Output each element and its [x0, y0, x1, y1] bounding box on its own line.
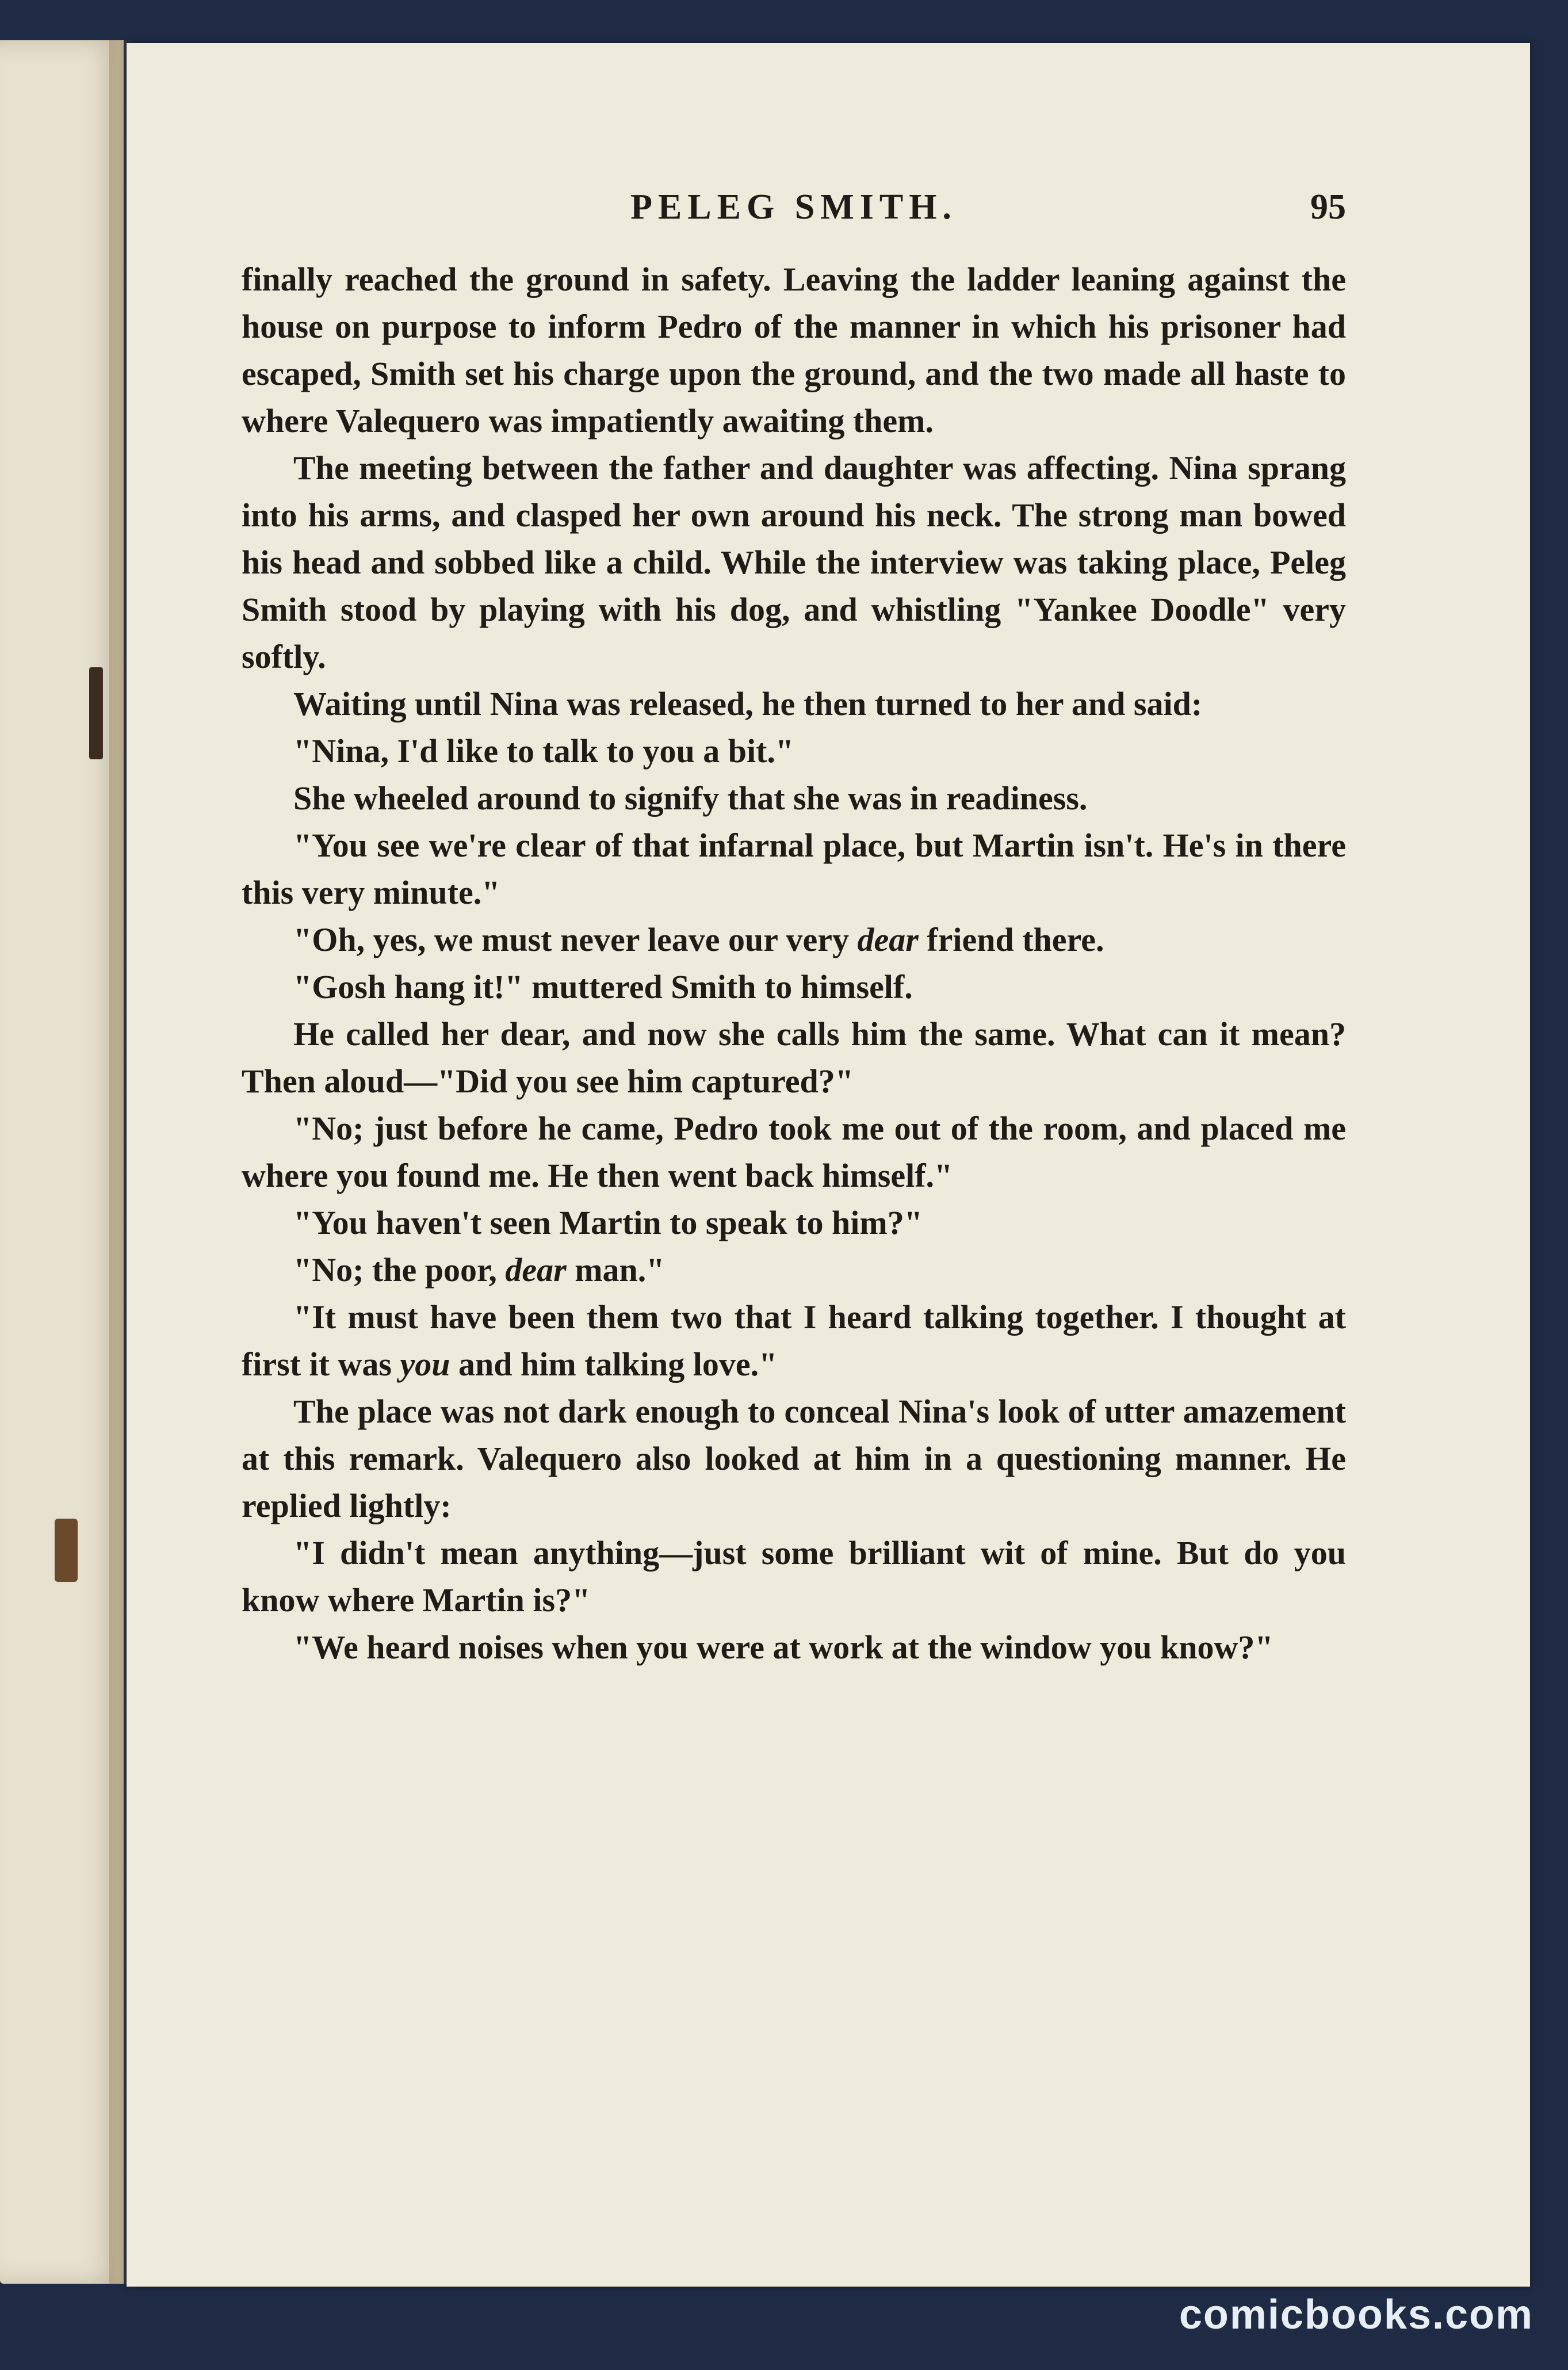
- paragraph: [242, 1247, 1346, 1294]
- paragraph: finally reached the ground in safety. Leaving the ladder leaning against the house on purpose to inform Pedro of the manner in which his prisoner had escaped, Smith set his charge upon the ground, and the two made all haste to where Valequero was impatiently awaiting them.: [242, 261, 1346, 439]
- page-edge-stain: [89, 667, 103, 759]
- left-page-edge: [0, 40, 124, 2284]
- text-run: "No; the poor,: [293, 1251, 506, 1289]
- emphasis: dear: [857, 921, 919, 958]
- paragraph: "Gosh hang it!" muttered Smith to himself.: [293, 968, 913, 1006]
- page-header: [242, 175, 1346, 256]
- paragraph: "No; just before he came, Pedro took me out of the room, and placed me where you found me. He then went back himself.": [242, 1110, 1346, 1194]
- paragraph: "We heard noises when you were at work at the window you know?": [293, 1629, 1273, 1666]
- emphasis: dear: [505, 1251, 567, 1289]
- watermark: comicbooks.com: [1179, 2292, 1533, 2338]
- paragraph: The meeting between the father and daughter was affecting. Nina sprang into his arms, and clasped her own around his neck. The strong man bowed his head and sobbed like a child. While the interview was taking place, Peleg Smith stood by playing with his dog, and whistling "Yankee Doodle" very softly.: [242, 449, 1346, 675]
- paragraph: The place was not dark enough to conceal Nina's look of utter amazement at this remark. Valequero also looked at him in a questioning manner. He replied lightly:: [242, 1393, 1346, 1524]
- text-run: man.": [566, 1251, 665, 1289]
- emphasis: you: [400, 1345, 450, 1383]
- text-run: and him talking love.": [450, 1345, 778, 1383]
- book-page: [127, 43, 1530, 2287]
- paragraph: Waiting until Nina was released, he then turned to her and said:: [293, 685, 1203, 723]
- paragraph: [242, 1294, 1346, 1388]
- text-run: "It must have been them two that I heard talking together. I thought at first it was: [242, 1298, 1346, 1383]
- paragraph: "You see we're clear of that infarnal place, but Martin isn't. He's in there this very minute.": [242, 827, 1346, 911]
- text-run: friend there.: [918, 921, 1104, 958]
- paragraph: "Nina, I'd like to talk to you a bit.": [293, 732, 794, 770]
- paragraph: She wheeled around to signify that she was in readiness.: [293, 779, 1088, 817]
- text-run: "Oh, yes, we must never leave our very: [293, 921, 858, 958]
- paragraph: He called her dear, and now she calls him the same. What can it mean? Then aloud—"Did you see him captured?": [242, 1015, 1346, 1100]
- running-title: PELEG SMITH.: [630, 188, 957, 227]
- page-content: [242, 175, 1346, 2189]
- body-text: [242, 256, 1346, 1671]
- paragraph: "I didn't mean anything—just some brilliant wit of mine. But do you know where Martin is?": [242, 1534, 1346, 1619]
- paragraph: "You haven't seen Martin to speak to him?": [293, 1204, 923, 1241]
- paragraph: [242, 916, 1346, 964]
- page-edge-tear: [55, 1519, 78, 1582]
- page-number: 95: [1310, 188, 1346, 227]
